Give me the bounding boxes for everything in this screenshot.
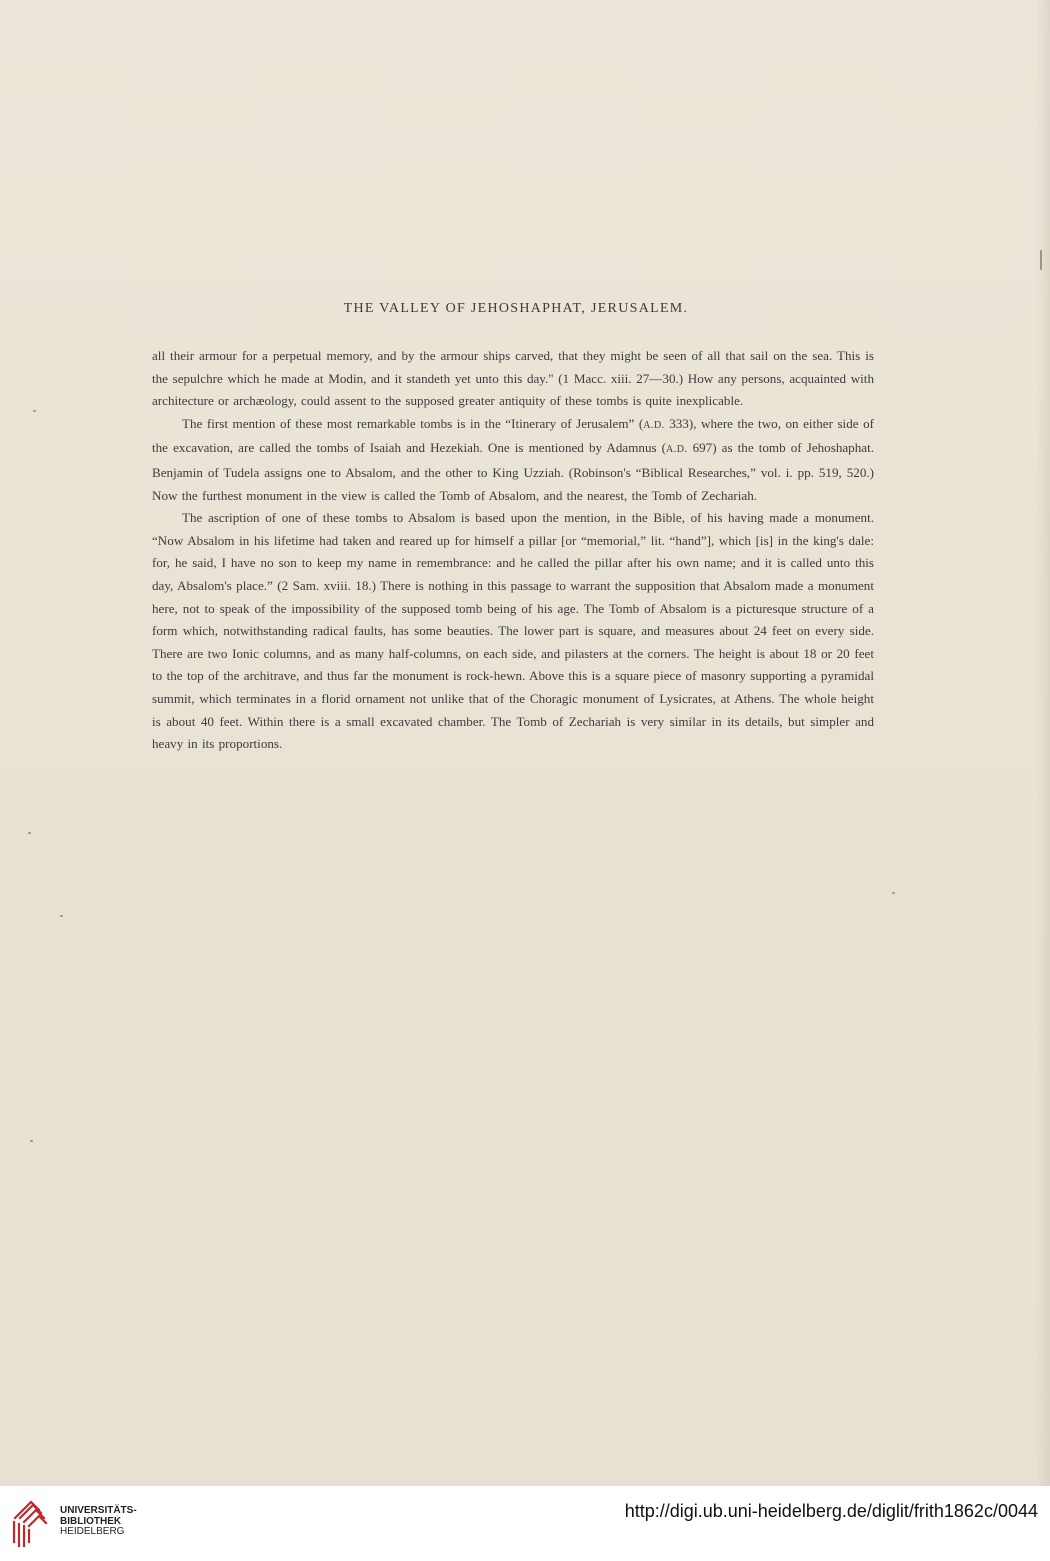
library-footer: [0, 1486, 1050, 1561]
library-name-line-2: BIBLIOTHEK: [60, 1515, 122, 1527]
university-library-logo-icon: [11, 1496, 51, 1548]
paper-speck: [60, 915, 63, 917]
body-text: [152, 345, 874, 756]
paper-speck: [1040, 250, 1042, 270]
paragraph-1: all their armour for a perpetual memory, and by the armour ships carved, that they might be seen of all that sail on the sea. This is the sepulchre which he made at Modin, and it standeth yet unto this day." (1 Macc. xiii. 27—30.) How any persons, acquainted with architecture or archæology, could assent to the supposed greater antiquity of these tombs is quite inexplicable.: [152, 348, 874, 409]
paragraph-2-part-c: 697) as the tomb of Jehoshaphat. Benjamin of Tudela assigns one to Absalom, and the other to King Uzziah. (Robinson's “Biblical Researches,” vol. i. pp. 519, 520.) Now the furthest monument in the view is called the Tomb of Absalom, and the nearest, the Tomb of Zechariah.: [152, 440, 874, 503]
paragraph-3: The ascription of one of these tombs to Absalom is based upon the mention, in the Bible, of his having made a monument. “Now Absalom in his lifetime had taken and reared up for himself a pillar [or “memorial,” lit. “hand”], which [is] in the king's dale: for, he said, I have no son to keep my name in remembrance: and he called the pillar after his own name; and it is called unto this day, Absalom's place.” (2 Sam. xviii. 18.) There is nothing in this passage to warrant the supposition that Absalom made a monument here, not to speak of the impossibility of the supposed tomb being of his age. The Tomb of Absalom is a picturesque structure of a form which, notwithstanding radical faults, has some beauties. The lower part is square, and measures about 24 feet on every side. There are two Ionic columns, and as many half-columns, on each side, and pilasters at the corners. The height is about 18 or 20 feet to the top of the architrave, and thus far the monument is rock-hewn. Above this is a square piece of masonry supporting a pyramidal summit, which terminates in a florid ornament not unlike that of the Choragic monument of Lysicrates, at Athens. The whole height is about 40 feet. Within there is a small excavated chamber. The Tomb of Zechariah is very similar in its details, but simpler and heavy in its proportions.: [152, 510, 874, 752]
paragraph-2-part-a: The first mention of these most remarkable tombs is in the “Itinerary of Jerusalem” (: [182, 415, 644, 431]
paper-speck: [33, 410, 36, 412]
paper-speck: [28, 832, 31, 834]
era-abbreviation: A.D.: [666, 444, 688, 456]
paper-speck: [30, 1140, 33, 1142]
paragraph-2-part-b: 333), where the two, on either side of the excavation, are called the tombs of Isaiah and Hezekiah. One is mentioned by Adamnus (: [152, 415, 874, 456]
paragraph-2: [152, 413, 874, 507]
era-abbreviation: A.D.: [643, 419, 665, 431]
page-edge-shadow: [1036, 0, 1050, 1486]
library-name-line-1: UNIVERSITÄTS-: [60, 1505, 137, 1516]
library-name-line-3: HEIDELBERG: [60, 1526, 125, 1537]
library-name: [60, 1506, 137, 1538]
page-title: THE VALLEY OF JEHOSHAPHAT, JERUSALEM.: [343, 301, 689, 316]
paper-speck: [892, 892, 895, 894]
permalink-url[interactable]: http://digi.ub.uni-heidelberg.de/diglit/frith1862c/0044: [624, 1501, 1038, 1521]
